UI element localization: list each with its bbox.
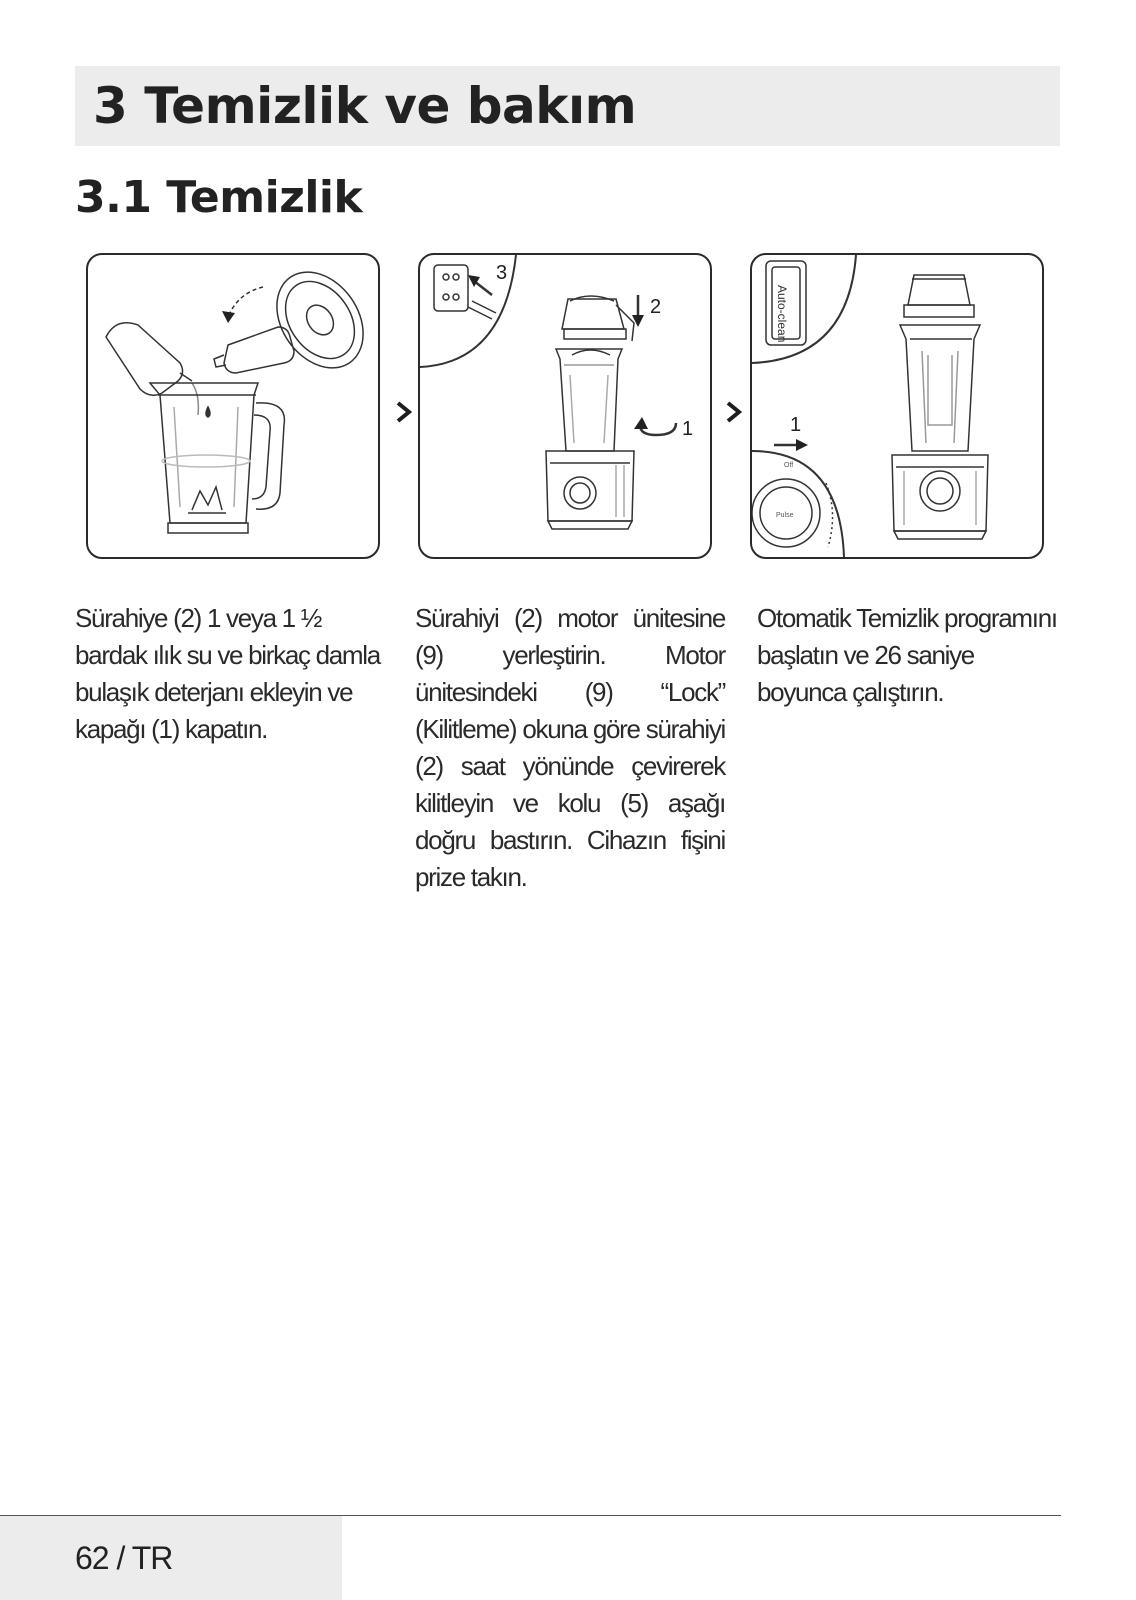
auto-clean-drawing bbox=[752, 255, 1042, 557]
next-step-arrow-icon bbox=[725, 400, 743, 424]
chapter-header bbox=[75, 66, 1060, 146]
step2-illustration bbox=[418, 253, 712, 559]
chapter-title: 3 Temizlik ve bakım bbox=[93, 77, 637, 135]
knob-off-label: Off bbox=[784, 462, 794, 469]
footer bbox=[0, 1516, 342, 1600]
step3-label-1: 1 bbox=[790, 414, 802, 436]
step3-text: Otomatik Temizlik programını başlatın ve 26 saniye boyunca çalıştırın. bbox=[757, 603, 1057, 707]
step1-illustration bbox=[86, 253, 380, 559]
step2-text: Sürahiyi (2) motor ünitesine (9) yerleştirin. Motor ünitesindeki (9) “Lock” (Kilitleme) okuna göre sürahiyi (2) saat yönünde çevirerek kilitleyin ve kolu (5) aşağı doğru bastırın. Cihazın fişini prize takın. bbox=[415, 603, 725, 892]
page-number: 62 / TR bbox=[75, 1540, 173, 1576]
step2-label-2: 2 bbox=[650, 296, 662, 318]
knob-pulse-label: Pulse bbox=[776, 512, 794, 519]
step2-label-1: 1 bbox=[682, 418, 694, 440]
section-title: 3.1 Temizlik bbox=[75, 172, 363, 223]
jug-filling-drawing bbox=[88, 255, 378, 557]
step1-text: Sürahiye (2) 1 veya 1 ½ bardak ılık su ve birkaç damla bulaşık deterjanı ekleyin ve kapağı (1) kapatın. bbox=[75, 603, 380, 744]
jug-mounting-drawing bbox=[420, 255, 710, 557]
step3-illustration bbox=[750, 253, 1044, 559]
step2-label-3: 3 bbox=[496, 262, 508, 284]
auto-clean-button-label: Auto-clean bbox=[775, 285, 789, 343]
next-step-arrow-icon bbox=[395, 400, 413, 424]
